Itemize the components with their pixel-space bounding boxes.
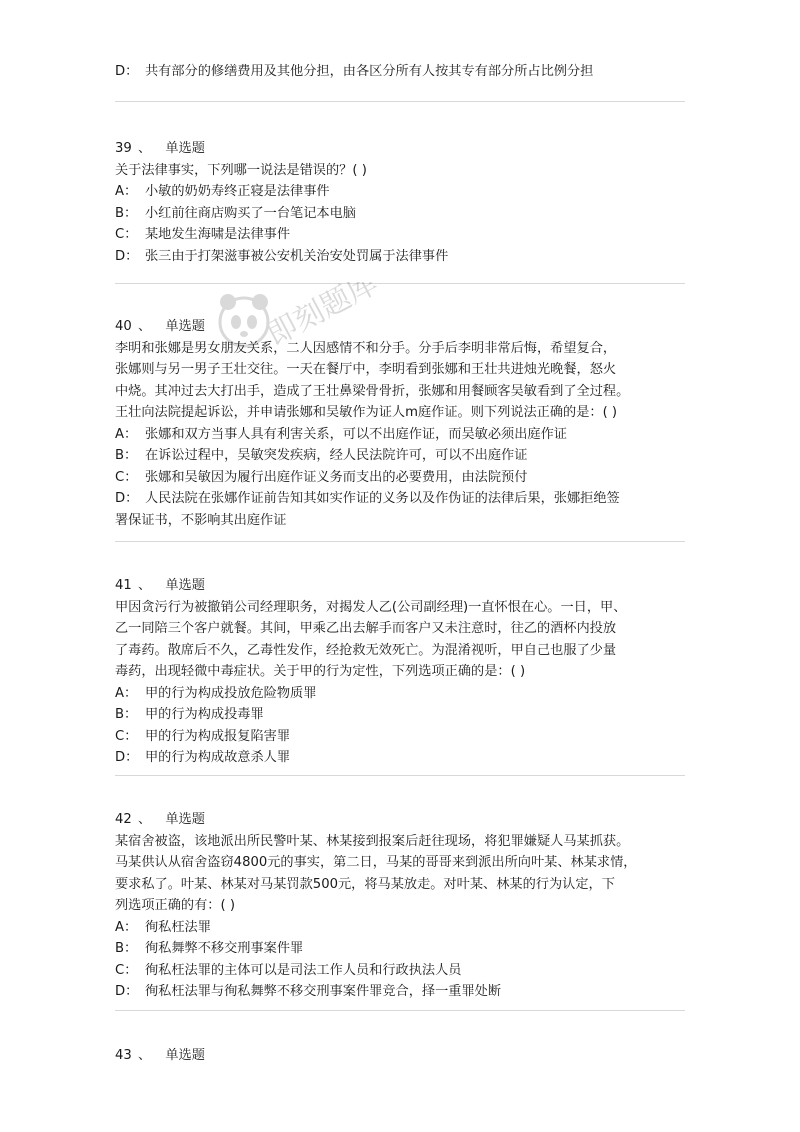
option-a[interactable]: A： 甲的行为构成投放危险物质罪 [115, 685, 317, 701]
question-39 [115, 138, 690, 267]
option-b[interactable]: B： 徇私舞弊不移交刑事案件罪 [115, 941, 304, 956]
option-label: D： [115, 64, 139, 79]
option-d-continuation: 署保证书，不影响其出庭作证 [115, 512, 287, 528]
question-header [115, 809, 690, 831]
watermark-text: 即刻题库 [261, 282, 382, 354]
question-stem-line: 乙一同陪三个客户就餐。其间，甲乘乙出去解手而客户又未注意时，往乙的酒杯内投放 [115, 621, 617, 636]
question-type: 单选题 [165, 578, 205, 593]
question-type: 单选题 [165, 1048, 205, 1063]
option-d[interactable]: D： 张三由于打架滋事被公安机关治安处罚属于法律事件 [115, 248, 449, 264]
question-43 [115, 1045, 690, 1067]
option-a[interactable]: A： 徇私枉法罪 [115, 919, 211, 935]
question-separator: 、 [137, 319, 152, 334]
question-number: 39 [115, 141, 132, 156]
question-number: 40 [115, 319, 132, 334]
option-a[interactable]: A： 小敏的奶奶寿终正寝是法律事件 [115, 184, 330, 199]
question-number: 42 [115, 812, 132, 827]
question-stem-line: 某宿舍被盗，该地派出所民警叶某、林某接到报案后赶往现场，将犯罪嫌疑人马某抓获。 [115, 833, 630, 849]
question-stem-line: 列选项正确的有：( ) [115, 898, 235, 913]
question-header [115, 316, 690, 338]
question-type: 单选题 [165, 319, 205, 334]
question-stem-line: 毒药，出现轻微中毒症状。关于甲的行为定性，下列选项正确的是：( ) [115, 664, 526, 679]
option-c[interactable]: C： 某地发生海啸是法律事件 [115, 227, 291, 242]
option-d[interactable]: D： 徇私枉法罪与徇私舞弊不移交刑事案件罪竞合，择一重罪处断 [115, 984, 502, 999]
divider [115, 541, 685, 542]
question-header [115, 138, 690, 160]
divider [115, 1010, 685, 1011]
question-type: 单选题 [165, 141, 205, 156]
question-separator: 、 [137, 1048, 152, 1063]
question-stem-line: 要求私了。叶某、林某对马某罚款500元，将马某放走。对叶某、林某的行为认定，下 [115, 876, 615, 892]
option-text: 共有部分的修缮费用及其他分担，由各区分所有人按其专有部分所占比例分担 [145, 64, 594, 79]
divider [115, 283, 685, 284]
question-stem: 关于法律事实，下列哪一说法是错误的？( ) [115, 162, 367, 178]
option-d[interactable]: D： 甲的行为构成故意杀人罪 [115, 750, 291, 765]
divider [115, 775, 685, 776]
previous-question-option-d [115, 61, 690, 83]
question-type: 单选题 [165, 812, 205, 827]
question-number: 43 [115, 1048, 132, 1063]
question-stem-line: 了毒药。散席后不久，乙毒性发作，经抢救无效死亡。为混淆视听，甲自己也服了少量 [115, 642, 617, 658]
question-stem-line: 中烧。其冲过去大打出手，造成了王壮鼻梁骨骨折，张娜和用餐顾客吴敏看到了全过程。 [115, 383, 630, 399]
question-stem-line: 张娜则与另一男子王壮交往。一天在餐厅中，李明看到张娜和王壮共进烛光晚餐，怒火 [115, 362, 617, 377]
question-separator: 、 [137, 141, 152, 156]
option-c[interactable]: C： 甲的行为构成报复陷害罪 [115, 728, 291, 744]
question-stem-line: 王壮向法院提起诉讼，并申请张娜和吴敏作为证人m庭作证。则下列说法正确的是：( ) [115, 405, 618, 420]
option-b[interactable]: B： 小红前往商店购买了一台笔记本电脑 [115, 205, 356, 221]
question-separator: 、 [137, 812, 152, 827]
option-c[interactable]: C： 张娜和吴敏因为履行出庭作证义务而支出的必要费用，由法院预付 [115, 469, 528, 485]
question-number: 41 [115, 578, 132, 593]
question-41 [115, 575, 690, 769]
divider [115, 101, 685, 102]
question-stem-line: 李明和张娜是男女朋友关系，二人因感情不和分手。分手后李明非常后悔，希望复合， [115, 340, 617, 356]
option-d[interactable]: D： 人民法院在张娜作证前告知其如实作证的义务以及作伪证的法律后果，张娜拒绝签 [115, 491, 620, 506]
question-header [115, 575, 690, 597]
option-b[interactable]: B： 甲的行为构成投毒罪 [115, 707, 264, 722]
question-40 [115, 316, 690, 531]
question-42 [115, 809, 690, 1003]
question-stem-line: 马某供认从宿舍盗窃4800元的事实，第二日，马某的哥哥来到派出所向叶某、林某求情， [115, 855, 637, 870]
question-separator: 、 [137, 578, 152, 593]
option-a[interactable]: A： 张娜和双方当事人具有利害关系，可以不出庭作证，而吴敏必须出庭作证 [115, 426, 567, 442]
option-c[interactable]: C： 徇私枉法罪的主体可以是司法工作人员和行政执法人员 [115, 962, 462, 978]
question-stem-line: 甲因贪污行为被撤销公司经理职务，对揭发人乙(公司副经理)一直怀恨在心。一日，甲、 [115, 599, 627, 615]
question-header [115, 1045, 690, 1067]
option-b[interactable]: B： 在诉讼过程中，吴敏突发疾病，经人民法院许可，可以不出庭作证 [115, 448, 528, 463]
